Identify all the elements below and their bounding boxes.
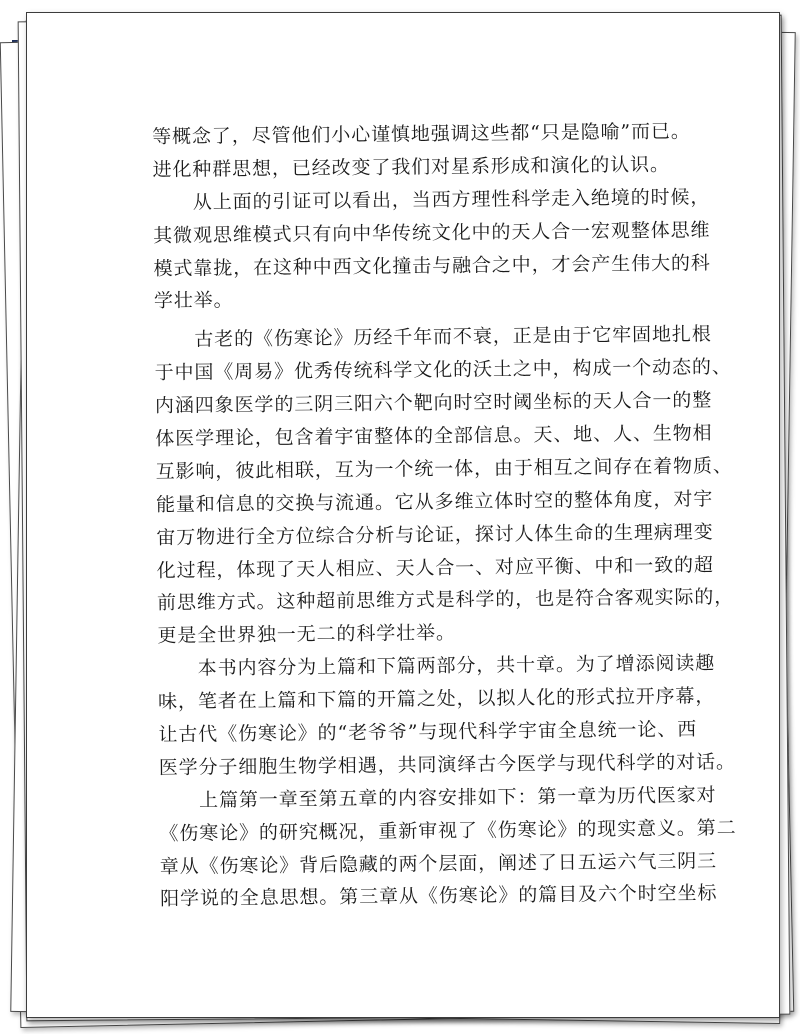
paragraph <box>153 181 714 318</box>
text-line: 宙万物进行全方位综合分析与论证，探讨人体生命的生理病理变 <box>156 520 714 549</box>
text-line: 学壮举。 <box>153 289 234 313</box>
paragraph <box>157 647 736 784</box>
text-line: 从上面的引证可以看出，当西方理性科学走入绝境的时候， <box>192 185 711 214</box>
paragraph <box>152 115 713 187</box>
text-line: 味，笔者在上篇和下篇的开篇之处，以拟人化的形式拉开序幕， <box>157 685 716 714</box>
text-line: 互影响，彼此相联，互为一个统一体，由于相互之间存在着物质、 <box>155 454 733 483</box>
text-line: 前思维方式。这种超前思维方式是科学的，也是符合客观实际的， <box>156 586 735 615</box>
text-line: 进化种群思想，已经改变了我们对星系形成和演化的认识。 <box>152 153 671 181</box>
text-line: 其微观思维模式只有向中华传统文化中的天人合一宏观整体思维 <box>153 218 711 247</box>
text-line: 《伤寒论》的研究概况，重新审视了《伤寒论》的现实意义。第二 <box>159 816 737 845</box>
text-line: 上篇第一章至第五章的内容安排如下：第一章为历代医家对 <box>199 783 717 812</box>
text-line: 模式靠拢，在这种中西文化撞击与融合之中，才会产生伟大的科 <box>153 251 711 280</box>
text-line: 阳学说的全息思想。第三章从《伤寒论》的篇目及六个时空坐标 <box>160 882 718 911</box>
text-line: 于中国《周易》优秀传统科学文化的沃土之中，构成一个动态的、 <box>154 356 732 385</box>
text-line: 更是全世界独一无二的科学壮举。 <box>157 622 457 648</box>
text-line: 能量和信息的交换与流通。它从多维立体时空的整体角度，对宇 <box>155 487 714 516</box>
text-line: 内涵四象医学的三阴三阳六个靶向时空时阈坐标的天人合一的整 <box>154 389 713 418</box>
text-line: 古老的《伤寒论》历经千年而不衰，正是由于它牢固地扎根 <box>194 323 712 351</box>
text-line: 本书内容分为上篇和下篇两部分，共十章。为了增添阅读趣 <box>197 652 716 680</box>
text-line: 章从《伤寒论》背后隐藏的两个层面，阐述了日五运六气三阴三 <box>159 849 718 878</box>
text-line: 体医学理论，包含着宇宙整体的全部信息。天、地、人、生物相 <box>155 422 713 450</box>
page-text <box>152 115 737 916</box>
text-line: 让古代《伤寒论》的“老爷爷”与现代科学宇宙全息统一论、西 <box>158 718 698 746</box>
paragraph <box>159 779 737 916</box>
text-line: 医学分子细胞生物学相遇，共同演绎古今医学与现代科学的对话。 <box>158 750 736 779</box>
text-line: 等概念了，尽管他们小心谨慎地强调这些都“只是隐喻”而已。 <box>152 120 691 148</box>
paragraph <box>154 318 735 653</box>
text-line: 化过程，体现了天人相应、天人合一、对应平衡、中和一致的超 <box>156 553 714 582</box>
